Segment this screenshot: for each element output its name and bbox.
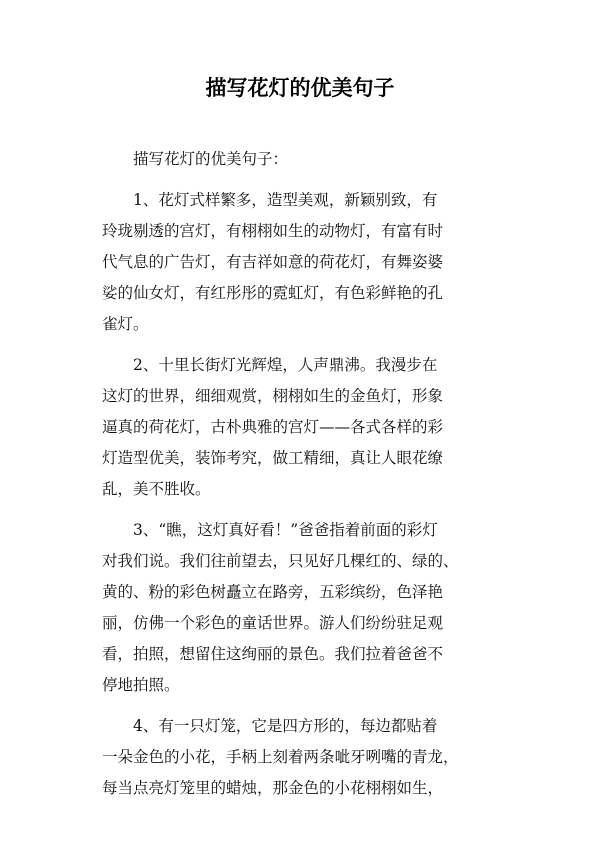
paragraph-line: 这灯的世界，细细观赏，栩栩如生的金鱼灯，形象 xyxy=(102,387,444,405)
paragraph-line: 看，拍照，想留住这绚丽的景色。我们拉着爸爸不 xyxy=(102,645,444,663)
paragraph-line: 娑的仙女灯，有红彤彤的霓虹灯，有色彩鲜艳的孔 xyxy=(102,284,444,302)
paragraph-line: 乱，美不胜收。 xyxy=(102,480,211,498)
paragraph xyxy=(102,350,522,505)
paragraph xyxy=(102,185,522,340)
paragraph xyxy=(102,144,522,175)
paragraph-first-line: 描写花灯的优美句子： xyxy=(133,150,289,168)
paragraph xyxy=(102,515,522,701)
paragraph-line: 玲珑剔透的宫灯，有栩栩如生的动物灯，有富有时 xyxy=(102,222,444,240)
paragraph-first-line: 1、花灯式样繁多，造型美观，新颖别致，有 xyxy=(133,191,438,209)
paragraph-line: 每当点亮灯笼里的蜡烛，那金色的小花栩栩如生， xyxy=(102,779,444,797)
paragraph-line: 雀灯。 xyxy=(102,315,149,333)
paragraph-line: 丽，仿佛一个彩色的童话世界。游人们纷纷驻足观 xyxy=(102,614,444,632)
paragraph-first-line: 2、十里长街灯光辉煌，人声鼎沸。我漫步在 xyxy=(133,356,438,374)
document-title: 描写花灯的优美句子 xyxy=(205,76,395,100)
document-body xyxy=(102,144,522,814)
paragraph xyxy=(102,711,522,804)
paragraph-line: 黄的、粉的彩色树矗立在路旁，五彩缤纷，色泽艳 xyxy=(102,583,444,601)
paragraph-line: 停地拍照。 xyxy=(102,676,180,694)
paragraph-line: 灯造型优美，装饰考究，做工精细，真让人眼花缭 xyxy=(102,449,444,467)
paragraph-line: 逼真的荷花灯，古朴典雅的宫灯——各式各样的彩 xyxy=(102,418,444,436)
paragraph-line: 一朵金色的小花，手柄上刻着两条呲牙咧嘴的青龙， xyxy=(102,748,459,766)
paragraph-first-line: 4、有一只灯笼，它是四方形的，每边都贴着 xyxy=(133,717,438,735)
paragraph-line: 代气息的广告灯，有吉祥如意的荷花灯，有舞姿婆 xyxy=(102,253,444,271)
paragraph-line: 对我们说。我们往前望去，只见好几棵红的、绿的、 xyxy=(102,552,459,570)
paragraph-first-line: 3、“瞧，这灯真好看！”爸爸指着前面的彩灯 xyxy=(133,521,438,539)
